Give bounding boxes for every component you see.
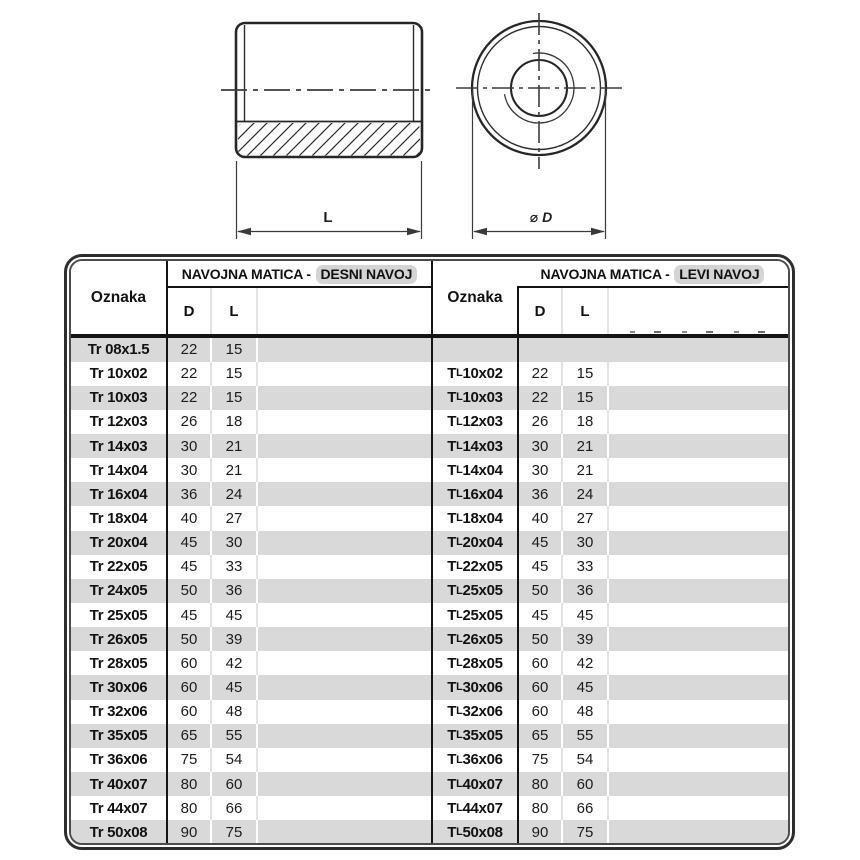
dimension-label-D: ⌀ D [529,209,553,225]
title-text-left: NAVOJNA MATICA - DESNI NAVOJ [182,267,417,281]
d-value-cell: 22 [166,338,212,362]
oznaka-cell-right-thread: Tr 20x04 [71,531,166,555]
empty-cell [609,458,788,482]
l-value-cell: 42 [563,651,609,675]
oznaka-cell-right-thread: Tr 36x06 [71,748,166,772]
oznaka-cell-right-thread: Tr 24x05 [71,579,166,603]
empty-cell [258,724,431,748]
empty-cell [258,700,431,724]
oznaka-cell-right-thread: Tr 50x08 [71,820,166,844]
empty-cell [258,531,431,555]
d-value-cell: 22 [517,386,563,410]
d-value-cell: 50 [517,579,563,603]
d-value-cell: 90 [517,820,563,844]
d-value-cell: 36 [517,482,563,506]
l-value-cell: 21 [563,458,609,482]
empty-cell [609,603,788,627]
d-value-cell: 26 [517,410,563,434]
d-value-cell: 30 [166,434,212,458]
empty-cell [258,772,431,796]
l-value-cell: 45 [563,675,609,699]
d-value-cell: 45 [166,555,212,579]
empty-cell [258,434,431,458]
d-value-cell: 60 [517,700,563,724]
d-value-cell: 60 [517,675,563,699]
empty-cell [258,410,431,434]
header-col-d-right: D [517,288,563,334]
technical-drawing [0,0,860,252]
empty-cell [258,555,431,579]
d-value-cell: 75 [166,748,212,772]
d-value-cell: 26 [166,410,212,434]
header-oznaka-right: Oznaka [431,261,517,334]
oznaka-cell-right-thread: Tr 12x03 [71,410,166,434]
highlight-desni-navoj: DESNI NAVOJ [316,265,418,284]
empty-cell [609,338,788,362]
d-value-cell: 22 [166,362,212,386]
header-title-left-thread [517,261,788,288]
l-value-cell: 15 [563,362,609,386]
empty-cell [609,700,788,724]
l-value-cell: 21 [212,434,258,458]
empty-cell [609,651,788,675]
empty-cell [258,362,431,386]
header-oznaka-left: Oznaka [71,261,166,334]
dimension-label-L: L [323,209,333,226]
oznaka-cell-right-thread: Tr 40x07 [71,772,166,796]
l-value-cell: 36 [563,579,609,603]
d-value-cell: 30 [517,434,563,458]
oznaka-cell-left-thread: T L 12x03 [431,410,517,434]
l-value-cell: 60 [212,772,258,796]
oznaka-cell-left-thread: T L 14x03 [431,434,517,458]
oznaka-cell-left-thread: T L 14x04 [431,458,517,482]
oznaka-cell-right-thread: Tr 10x03 [71,386,166,410]
oznaka-cell-left-thread: T L 44x07 [431,796,517,820]
d-value-cell: 40 [517,506,563,530]
l-value-cell: 18 [563,410,609,434]
l-value-cell: 24 [563,482,609,506]
empty-cell [258,458,431,482]
d-value-cell: 40 [166,506,212,530]
spec-table [64,254,795,850]
empty-cell [609,362,788,386]
l-value-cell: 42 [212,651,258,675]
l-value-cell: 60 [563,772,609,796]
empty-cell [609,579,788,603]
oznaka-cell-right-thread: Tr 25x05 [71,603,166,627]
d-value-cell: 60 [166,651,212,675]
spec-table-grid [71,261,788,843]
nut-front-view [456,13,623,239]
d-value-cell: 80 [166,796,212,820]
section-hatch [238,123,420,156]
header-spacer-right-erased-text [609,288,788,334]
l-value-cell: 15 [212,386,258,410]
l-value-cell: 15 [563,386,609,410]
header-col-d-left: D [166,288,212,334]
d-value-cell: 45 [166,531,212,555]
l-value-cell: 33 [563,555,609,579]
nut-side-view [221,23,436,239]
d-value-cell: 30 [166,458,212,482]
oznaka-cell-right-thread: Tr 14x03 [71,434,166,458]
l-value-cell: 30 [563,531,609,555]
oznaka-cell-right-thread: Tr 26x05 [71,627,166,651]
oznaka-cell-right-thread: Tr 16x04 [71,482,166,506]
l-value-cell: 15 [212,362,258,386]
empty-cell [609,482,788,506]
l-value-cell: 54 [212,748,258,772]
empty-cell [258,603,431,627]
oznaka-cell-left-thread: T L 10x03 [431,386,517,410]
oznaka-cell-left-thread: T L 35x05 [431,724,517,748]
d-value-cell: 50 [517,627,563,651]
d-value-cell: 90 [166,820,212,844]
l-value-cell: 45 [212,603,258,627]
l-value-cell: 30 [212,531,258,555]
empty-cell [609,555,788,579]
empty-cell [609,748,788,772]
oznaka-cell-left-thread: T L 10x02 [431,362,517,386]
d-value-cell: 45 [517,603,563,627]
l-value-cell: 39 [563,627,609,651]
oznaka-cell-right-thread: Tr 08x1.5 [71,338,166,362]
empty-cell [609,724,788,748]
d-value-cell: 36 [166,482,212,506]
l-value-cell: 55 [212,724,258,748]
d-value-cell: 60 [166,675,212,699]
empty-cell [258,386,431,410]
oznaka-cell-right-thread: Tr 35x05 [71,724,166,748]
empty-cell [258,820,431,844]
empty-cell [258,482,431,506]
d-value-cell: 65 [517,724,563,748]
oznaka-cell-left-thread: T L 26x05 [431,627,517,651]
oznaka-cell-right-thread: Tr 44x07 [71,796,166,820]
l-value-cell: 75 [212,820,258,844]
l-value-cell: 36 [212,579,258,603]
l-value-cell: 21 [212,458,258,482]
l-value-cell: 45 [563,603,609,627]
empty-cell [258,796,431,820]
l-value-cell: 39 [212,627,258,651]
highlight-levi-navoj: LEVI NAVOJ [674,265,764,284]
d-value-cell: 50 [166,579,212,603]
l-value-cell: 45 [212,675,258,699]
oznaka-cell-right-thread: Tr 28x05 [71,651,166,675]
l-value-cell [563,338,609,362]
empty-cell [258,338,431,362]
l-value-cell: 15 [212,338,258,362]
oznaka-cell-right-thread: Tr 30x06 [71,675,166,699]
dimension-L [237,161,422,239]
title-text-right: NAVOJNA MATICA - LEVI NAVOJ [541,267,765,281]
empty-cell [258,748,431,772]
empty-cell [609,506,788,530]
d-value-cell: 45 [166,603,212,627]
d-value-cell: 22 [166,386,212,410]
l-value-cell: 33 [212,555,258,579]
oznaka-cell-left-thread: T L 28x05 [431,651,517,675]
spec-table-border [69,259,790,845]
l-value-cell: 66 [212,796,258,820]
oznaka-cell-left-thread: T L 16x04 [431,482,517,506]
empty-cell [609,675,788,699]
d-value-cell: 65 [166,724,212,748]
d-value-cell: 80 [166,772,212,796]
l-value-cell: 54 [563,748,609,772]
empty-cell [258,506,431,530]
header-col-l-right: L [563,288,609,334]
d-value-cell: 60 [517,651,563,675]
d-value-cell: 30 [517,458,563,482]
empty-cell [258,579,431,603]
header-title-right-thread [166,261,431,288]
empty-cell [609,386,788,410]
d-value-cell: 75 [517,748,563,772]
empty-cell [609,627,788,651]
header-col-l-left: L [212,288,258,334]
d-value-cell: 60 [166,700,212,724]
oznaka-cell-left-thread: T L 22x05 [431,555,517,579]
oznaka-cell-left-thread [431,338,517,362]
oznaka-cell-left-thread: T L 25x05 [431,603,517,627]
oznaka-cell-left-thread: T L 32x06 [431,700,517,724]
oznaka-cell-right-thread: Tr 18x04 [71,506,166,530]
oznaka-cell-right-thread: Tr 22x05 [71,555,166,579]
l-value-cell: 66 [563,796,609,820]
empty-cell [609,796,788,820]
empty-cell [258,675,431,699]
l-value-cell: 27 [563,506,609,530]
d-value-cell: 22 [517,362,563,386]
oznaka-cell-left-thread: T L 30x06 [431,675,517,699]
empty-cell [609,772,788,796]
d-value-cell: 80 [517,796,563,820]
l-value-cell: 18 [212,410,258,434]
l-value-cell: 55 [563,724,609,748]
l-value-cell: 21 [563,434,609,458]
oznaka-cell-left-thread: T L 18x04 [431,506,517,530]
oznaka-cell-left-thread: T L 36x06 [431,748,517,772]
empty-cell [609,531,788,555]
d-value-cell: 80 [517,772,563,796]
oznaka-cell-left-thread: T L 20x04 [431,531,517,555]
d-value-cell: 45 [517,555,563,579]
empty-cell [609,434,788,458]
oznaka-cell-right-thread: Tr 32x06 [71,700,166,724]
oznaka-cell-left-thread: T L 40x07 [431,772,517,796]
empty-cell [258,627,431,651]
l-value-cell: 75 [563,820,609,844]
oznaka-cell-left-thread: T L 50x08 [431,820,517,844]
l-value-cell: 48 [563,700,609,724]
l-value-cell: 27 [212,506,258,530]
d-value-cell: 45 [517,531,563,555]
header-spacer-left [258,288,431,334]
empty-cell [258,651,431,675]
oznaka-cell-right-thread: Tr 10x02 [71,362,166,386]
d-value-cell [517,338,563,362]
empty-cell [609,410,788,434]
l-value-cell: 48 [212,700,258,724]
l-value-cell: 24 [212,482,258,506]
oznaka-cell-left-thread: T L 25x05 [431,579,517,603]
d-value-cell: 50 [166,627,212,651]
empty-cell [609,820,788,844]
oznaka-cell-right-thread: Tr 14x04 [71,458,166,482]
